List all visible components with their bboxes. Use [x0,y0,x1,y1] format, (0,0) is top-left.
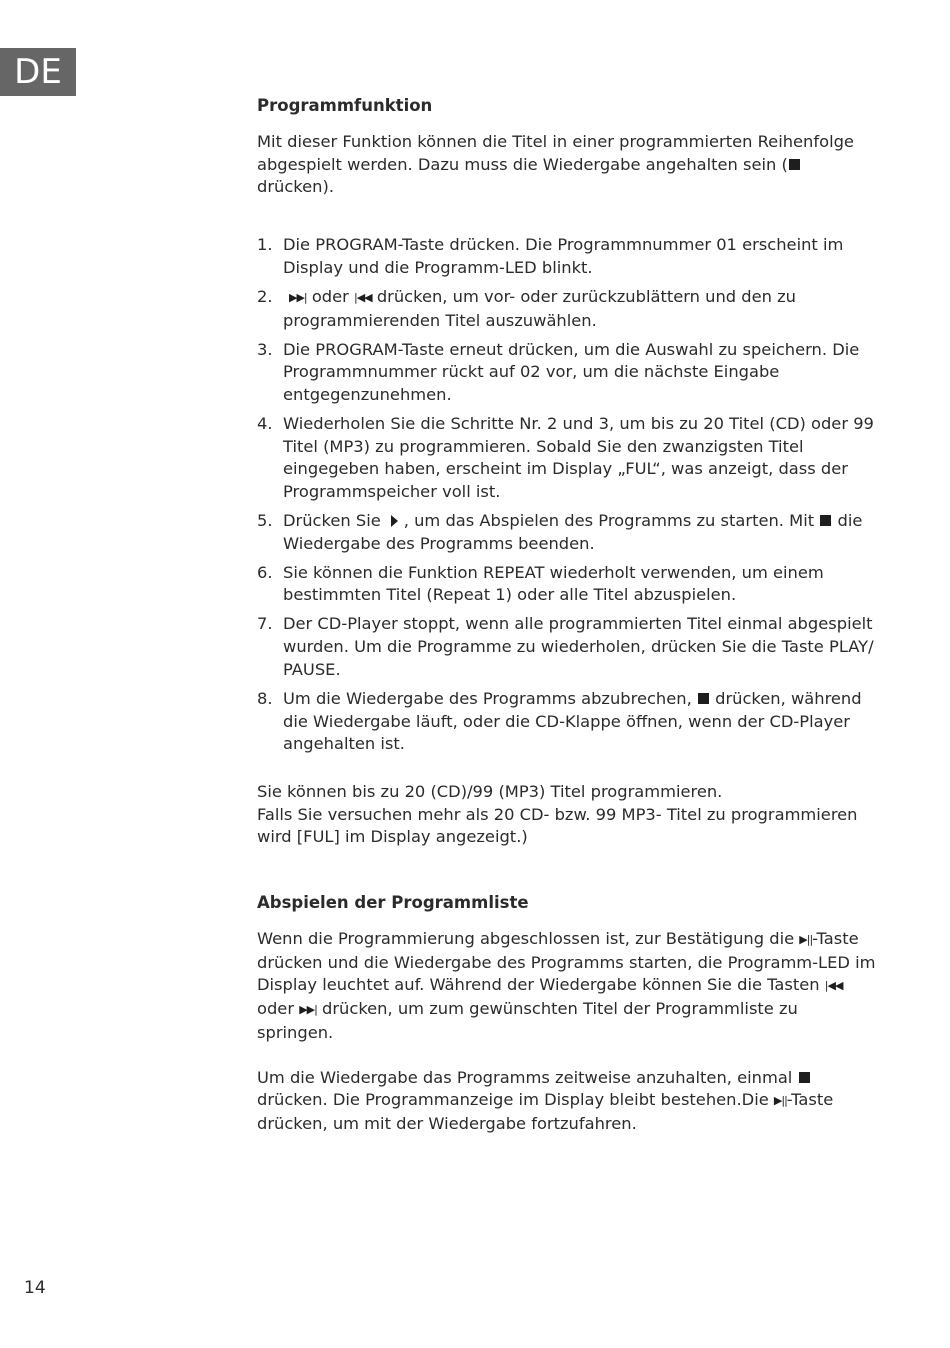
playlist-paragraph-2: Um die Wiedergabe das Programms zeitweise anzuhalten, einmal drücken. Die Programmanzeige im Display bleibt bestehen.Die ▶||-Taste drücken, um mit der Wiedergabe fortzufahren. [257,1067,834,1133]
list-item: 6. Sie können die Funktion REPEAT wiederholt verwenden, um einem bestimmten Titel (Repeat 1) oder alle Titel abzuspielen. [257,562,824,605]
stop-icon [698,693,709,704]
stop-icon [789,159,800,170]
section-heading-programmfunktion: Programmfunktion [257,96,433,115]
skip-next-icon: ▶▶| [289,290,307,304]
list-item: 7. Der CD-Player stoppt, wenn alle programmierten Titel einmal abgespielt wurden. Um die Programme zu wiederholen, drücken Sie die Taste PLAY/ PAUSE. [257,614,874,679]
list-item: 1. Die PROGRAM-Taste drücken. Die Programmnummer 01 erscheint im Display und die Programm-LED blinkt. [257,235,844,277]
list-item: 8. Um die Wiedergabe des Programms abzubrechen, drücken, während die Wiedergabe läuft, oder die CD-Klappe öffnen, wenn der CD-Player angehalten ist. [257,688,862,754]
skip-next-icon: ▶▶| [299,1003,317,1017]
list-item: 3. Die PROGRAM-Taste erneut drücken, um die Auswahl zu speichern. Die Programmnummer rückt auf 02 vor, um die nächste Eingabe entgegenzunehmen. [257,339,860,404]
playlist-paragraph-1: Wenn die Programmierung abgeschlossen ist, zur Bestätigung die ▶||-Taste drücken und die Wiedergabe des Programms starten, die Programm-LED im Display leuchtet auf. Während der Wiedergabe können Sie die Tasten |◀◀ oder ▶▶| drücken, um zum gewünschten Titel der Programmliste zu springen. [257,929,876,1042]
program-steps-list [257,234,877,756]
skip-previous-icon: |◀◀ [354,290,372,304]
page-number: 14 [24,1278,46,1298]
stop-icon [799,1072,810,1083]
list-item: 2. ▶▶| oder |◀◀ drücken, um vor- oder zurückzublättern und den zu programmierenden Titel auszuwählen. [257,286,796,330]
skip-previous-icon: |◀◀ [824,979,843,993]
play-pause-icon: ▶|| [773,1094,787,1108]
program-note: Sie können bis zu 20 (CD)/99 (MP3) Titel programmieren. Falls Sie versuchen mehr als 20 CD- bzw. 99 MP3- Titel zu programmieren wird [FUL] im Display angezeigt.) [257,781,858,847]
intro-paragraph: Mit dieser Funktion können die Titel in einer programmierten Reihenfolge abgespielt werden. Dazu muss die Wiedergabe angehalten sein ( drücken). [257,132,854,197]
list-item: 4. Wiederholen Sie die Schritte Nr. 2 und 3, um bis zu 20 Titel (CD) oder 99 Titel (MP3) zu programmieren. Sobald Sie den zwanzigsten Titel eingegeben haben, erscheint im Display „FUL“, was anzeigt, dass der Programmspeicher voll ist. [257,413,874,502]
manual-content [257,95,877,1136]
language-tab: DE [0,48,76,96]
play-pause-icon: ▶|| [799,933,813,947]
stop-icon [820,515,831,526]
section-heading-programmliste: Abspielen der Programmliste [257,893,529,913]
play-icon [391,515,398,527]
list-item: 5. Drücken Sie , um das Abspielen des Programms zu starten. Mit die Wiedergabe des Programms beenden. [257,511,863,553]
